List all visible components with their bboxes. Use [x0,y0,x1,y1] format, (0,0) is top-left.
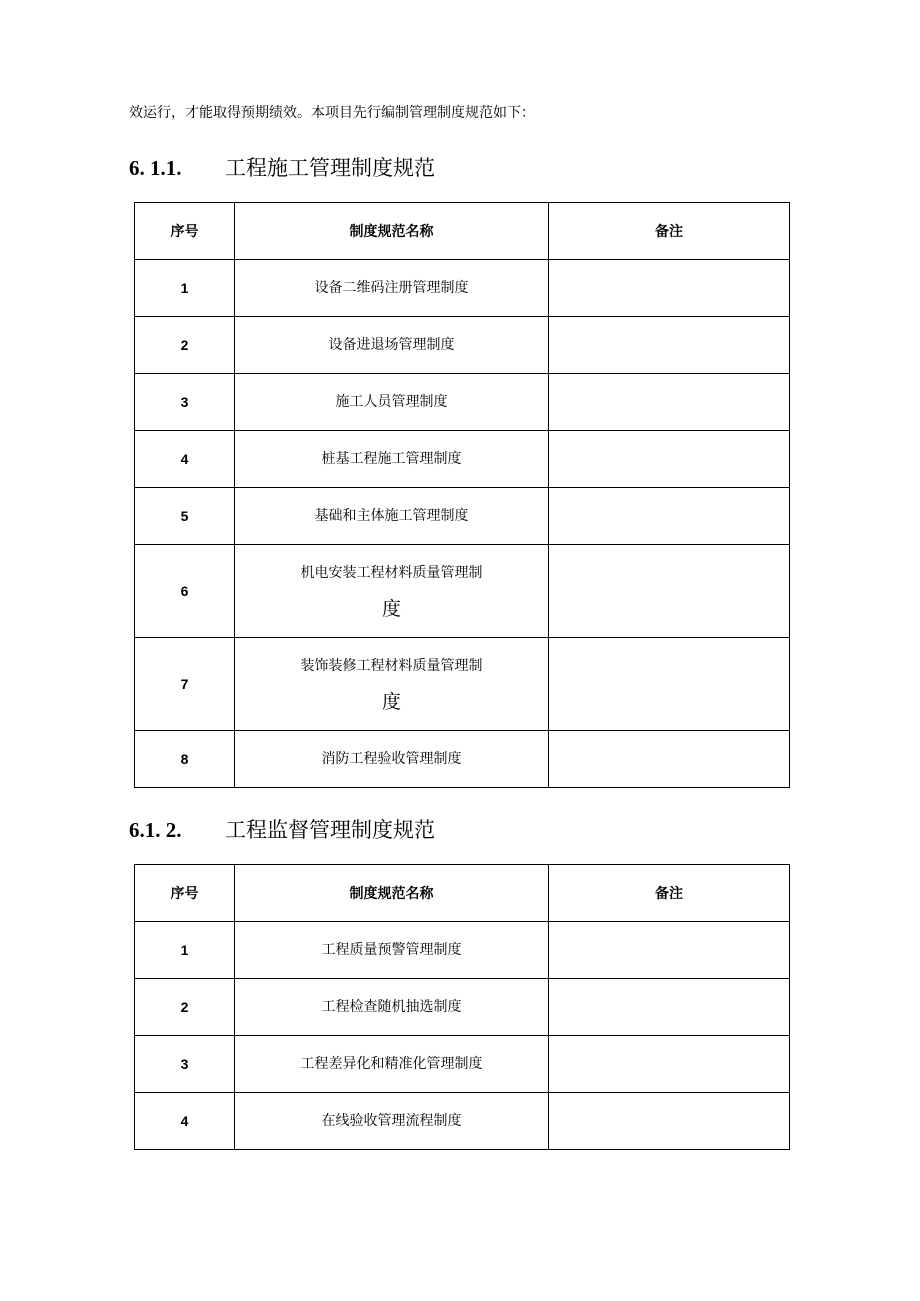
row-name-wrapped [235,545,549,638]
row-name: 设备二维码注册管理制度 [235,260,549,317]
table-header-row [135,203,790,260]
row-remark [549,431,790,488]
row-index: 6 [135,545,235,638]
row-remark [549,374,790,431]
table-row [135,374,790,431]
row-index: 5 [135,488,235,545]
construction-regulation-table [134,202,790,788]
table-row [135,979,790,1036]
table-row [135,1093,790,1150]
row-index: 8 [135,731,235,788]
header-remark: 备注 [549,865,790,922]
table-row [135,638,790,731]
table-row [135,317,790,374]
row-name: 工程质量预警管理制度 [235,922,549,979]
section-heading-supervision [129,815,435,845]
table-header-row [135,865,790,922]
row-name: 设备进退场管理制度 [235,317,549,374]
row-name-tail: 度 [381,598,401,620]
row-remark [549,922,790,979]
intro-paragraph: 效运行，才能取得预期绩效。本项目先行编制管理制度规范如下： [129,105,535,121]
row-name: 消防工程验收管理制度 [235,731,549,788]
row-remark [549,638,790,731]
row-name-line: 装饰装修工程材料质量管理制 [300,658,483,674]
row-index: 3 [135,1036,235,1093]
row-index: 1 [135,922,235,979]
row-name-wrapped [235,638,549,731]
table-row [135,260,790,317]
supervision-regulation-table [134,864,790,1150]
row-remark [549,260,790,317]
section-number: 6. 1.1. [129,156,182,180]
table-row [135,545,790,638]
row-remark [549,545,790,638]
table-row [135,731,790,788]
section-title: 工程施工管理制度规范 [225,156,435,180]
row-name: 施工人员管理制度 [235,374,549,431]
section-number: 6.1. 2. [129,818,182,842]
row-index: 4 [135,431,235,488]
header-remark: 备注 [549,203,790,260]
table-row [135,1036,790,1093]
section-heading-construction [129,153,435,183]
table-row [135,488,790,545]
row-remark [549,1093,790,1150]
row-index: 4 [135,1093,235,1150]
row-name: 工程差异化和精准化管理制度 [235,1036,549,1093]
row-name: 工程检查随机抽选制度 [235,979,549,1036]
header-name: 制度规范名称 [235,865,549,922]
header-index: 序号 [135,865,235,922]
row-remark [549,1036,790,1093]
row-index: 2 [135,317,235,374]
row-remark [549,731,790,788]
row-name: 基础和主体施工管理制度 [235,488,549,545]
row-index: 1 [135,260,235,317]
table-row [135,922,790,979]
table-row [135,431,790,488]
row-remark [549,488,790,545]
row-name-line: 机电安装工程材料质量管理制 [300,565,483,581]
row-index: 7 [135,638,235,731]
row-name: 桩基工程施工管理制度 [235,431,549,488]
row-index: 3 [135,374,235,431]
row-remark [549,979,790,1036]
header-index: 序号 [135,203,235,260]
row-name-tail: 度 [381,691,401,713]
section-title: 工程监督管理制度规范 [225,818,435,842]
header-name: 制度规范名称 [235,203,549,260]
row-remark [549,317,790,374]
row-index: 2 [135,979,235,1036]
row-name: 在线验收管理流程制度 [235,1093,549,1150]
